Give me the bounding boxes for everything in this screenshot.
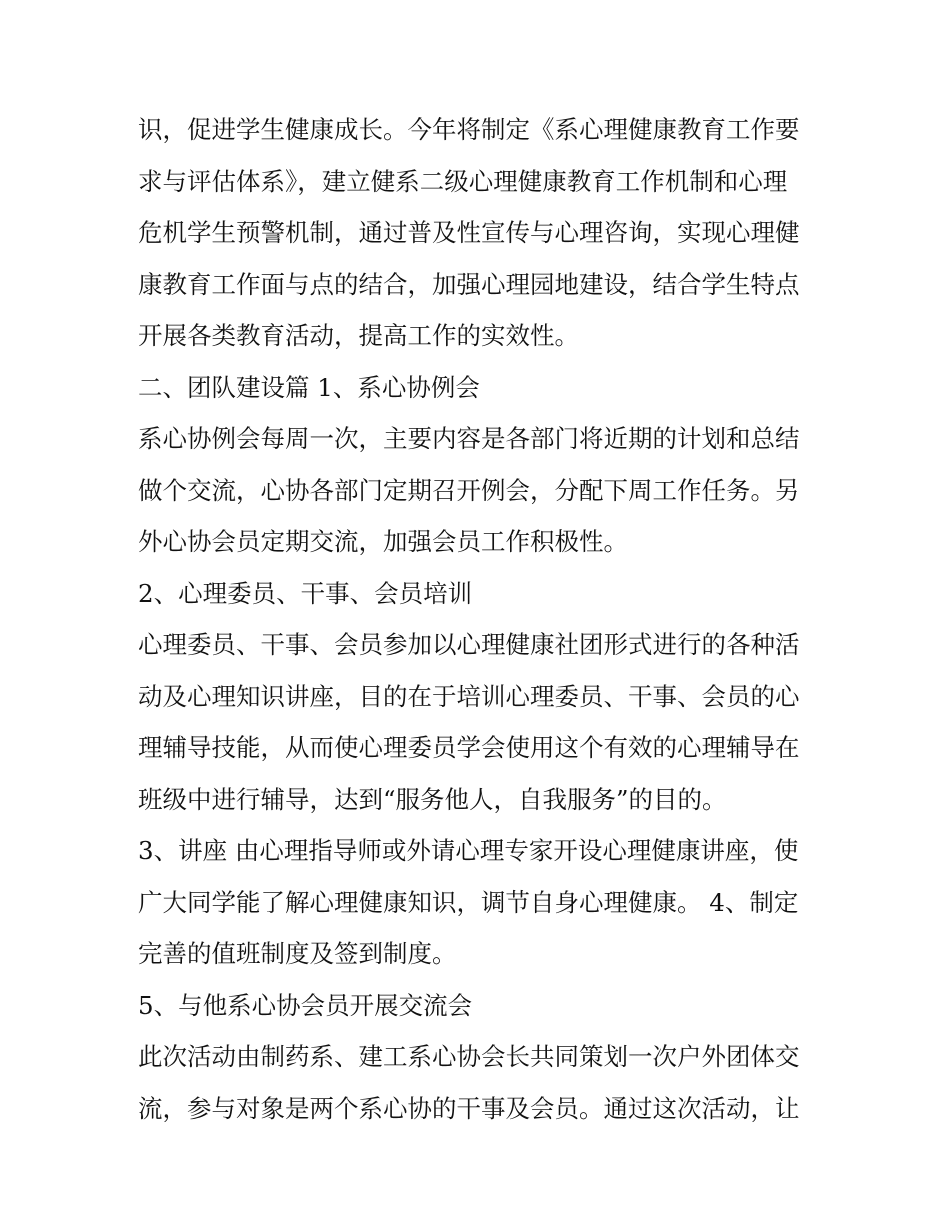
section-heading: 5、与他系心协会员开展交流会 — [138, 990, 473, 1020]
text-line: 流，参与对象是两个系心协的干事及会员。通过这次活动，让 — [138, 1093, 800, 1123]
text-line: 开展各类教育活动，提高工作的实效性。 — [138, 321, 579, 350]
text-line: 广大同学能了解心理健康知识，调节自身心理健康。 4、制定 — [138, 887, 799, 917]
text-line: 动及心理知识讲座，目的在于培训心理委员、干事、会员的心 — [138, 681, 800, 711]
section-heading: 二、团队建设篇 1、系心协例会 — [138, 372, 480, 402]
text-line: 识，促进学生健康成长。今年将制定《系心理健康教育工作要 — [138, 115, 800, 144]
text-line: 康教育工作面与点的结合，加强心理园地建设，结合学生特点 — [138, 269, 800, 299]
text-line: 完善的值班制度及签到制度。 — [138, 939, 457, 968]
document-body — [138, 104, 818, 1134]
text-line: 求与评估体系》，建立健系二级心理健康教育工作机制和心理 — [138, 166, 788, 196]
text-line: 做个交流，心协各部门定期召开例会，分配下周工作任务。另 — [138, 475, 800, 505]
text-line: 心理委员、干事、会员参加以心理健康社团形式进行的各种活 — [138, 630, 800, 659]
text-line: 理辅导技能，从而使心理委员学会使用这个有效的心理辅导在 — [138, 733, 800, 762]
text-line: 此次活动由制药系、建工系心协会长共同策划一次户外团体交 — [138, 1042, 800, 1071]
section-heading: 2、心理委员、干事、会员培训 — [138, 578, 473, 608]
text-line: 外心协会员定期交流，加强会员工作积极性。 — [138, 527, 628, 556]
text-line: 班级中进行辅导，达到“服务他人，自我服务”的目的。 — [138, 784, 727, 814]
text-line: 危机学生预警机制，通过普及性宣传与心理咨询，实现心理健 — [138, 218, 800, 247]
text-line: 3、讲座 由心理指导师或外请心理专家开设心理健康讲座，使 — [138, 836, 799, 865]
text-line: 系心协例会每周一次，主要内容是各部门将近期的计划和总结 — [138, 424, 800, 453]
